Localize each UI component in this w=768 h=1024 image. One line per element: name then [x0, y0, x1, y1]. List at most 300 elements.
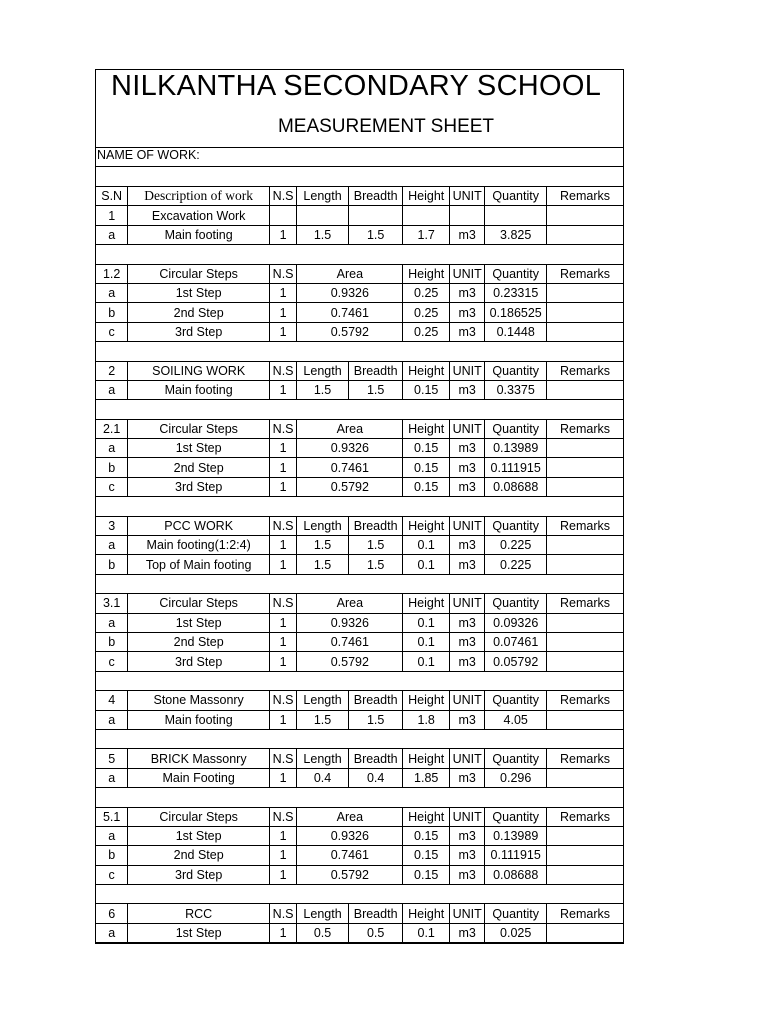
cell-length: Length	[297, 361, 349, 380]
cell-ns: 1	[269, 865, 296, 884]
cell-breadth: 1.5	[348, 555, 403, 574]
cell-height: Height	[403, 264, 450, 283]
cell-length: 1.5	[297, 380, 349, 399]
cell-unit: UNIT	[449, 691, 484, 710]
cell-unit: m3	[449, 632, 484, 651]
cell-quantity: 3.825	[485, 225, 547, 244]
cell-quantity: 0.13989	[485, 439, 547, 458]
cell-ns: 1	[269, 555, 296, 574]
cell-ns: 1	[269, 477, 296, 496]
cell-area: Area	[297, 264, 403, 283]
cell-sn: 4	[96, 691, 128, 710]
cell-sn: b	[96, 555, 128, 574]
cell-length	[297, 206, 349, 225]
spacer-cell	[96, 245, 624, 264]
cell-description: Circular Steps	[128, 419, 270, 438]
cell-remarks: Remarks	[547, 264, 624, 283]
cell-description: RCC	[128, 904, 270, 923]
cell-description: 3rd Step	[128, 652, 270, 671]
cell-sn: a	[96, 710, 128, 729]
table-row	[96, 458, 624, 477]
table-row	[96, 283, 624, 302]
cell-ns: 1	[269, 225, 296, 244]
cell-description: Circular Steps	[128, 807, 270, 826]
cell-remarks	[547, 477, 624, 496]
cell-description: 3rd Step	[128, 477, 270, 496]
cell-description: 3rd Step	[128, 322, 270, 341]
cell-quantity: Quantity	[485, 807, 547, 826]
cell-ns	[269, 206, 296, 225]
table-row	[96, 923, 624, 942]
cell-height: Height	[403, 691, 450, 710]
cell-unit: m3	[449, 283, 484, 302]
cell-quantity: 0.23315	[485, 283, 547, 302]
cell-quantity: Quantity	[485, 264, 547, 283]
cell-area: 0.5792	[297, 477, 403, 496]
cell-quantity: Quantity	[485, 187, 547, 206]
cell-description: Description of work	[128, 187, 270, 206]
cell-remarks: Remarks	[547, 516, 624, 535]
cell-height: Height	[403, 904, 450, 923]
cell-ns: 1	[269, 439, 296, 458]
spacer-row	[96, 245, 624, 264]
cell-ns: 1	[269, 322, 296, 341]
cell-ns: 1	[269, 458, 296, 477]
spacer-row	[96, 729, 624, 748]
cell-ns: N.S	[269, 361, 296, 380]
cell-sn: b	[96, 632, 128, 651]
table-row	[96, 768, 624, 787]
cell-unit: m3	[449, 865, 484, 884]
cell-height: 0.1	[403, 652, 450, 671]
spacer-row	[96, 342, 624, 361]
cell-height: 0.15	[403, 826, 450, 845]
cell-height: 0.25	[403, 322, 450, 341]
cell-quantity: 0.111915	[485, 846, 547, 865]
section-header-row	[96, 419, 624, 438]
cell-length: 0.4	[297, 768, 349, 787]
cell-remarks	[547, 826, 624, 845]
section-header-row	[96, 807, 624, 826]
cell-unit: m3	[449, 613, 484, 632]
section-header-row	[96, 516, 624, 535]
cell-quantity: Quantity	[485, 516, 547, 535]
cell-height: 0.15	[403, 458, 450, 477]
cell-sn: S.N	[96, 187, 128, 206]
cell-unit: UNIT	[449, 419, 484, 438]
cell-breadth: Breadth	[348, 691, 403, 710]
cell-description: Main footing(1:2:4)	[128, 536, 270, 555]
cell-description: SOILING WORK	[128, 361, 270, 380]
cell-height: 0.15	[403, 865, 450, 884]
table-row	[96, 225, 624, 244]
cell-unit: UNIT	[449, 594, 484, 613]
cell-unit: UNIT	[449, 749, 484, 768]
cell-remarks: Remarks	[547, 904, 624, 923]
cell-breadth: Breadth	[348, 904, 403, 923]
cell-ns: 1	[269, 380, 296, 399]
cell-quantity: 4.05	[485, 710, 547, 729]
cell-description: Main footing	[128, 710, 270, 729]
cell-area: Area	[297, 594, 403, 613]
cell-ns: 1	[269, 652, 296, 671]
cell-sn: 2	[96, 361, 128, 380]
cell-sn: c	[96, 865, 128, 884]
school-title: NILKANTHA SECONDARY SCHOOL	[111, 70, 602, 102]
cell-ns: 1	[269, 768, 296, 787]
table-row	[96, 380, 624, 399]
cell-height: Height	[403, 187, 450, 206]
spacer-row	[96, 671, 624, 690]
spacer-row	[96, 400, 624, 419]
cell-area: 0.9326	[297, 826, 403, 845]
cell-sn: 1.2	[96, 264, 128, 283]
cell-height: 0.15	[403, 846, 450, 865]
cell-breadth: 0.5	[348, 923, 403, 942]
cell-description: 2nd Step	[128, 846, 270, 865]
table-row	[96, 303, 624, 322]
cell-area: 0.7461	[297, 846, 403, 865]
spacer-cell	[96, 574, 624, 593]
cell-quantity: 0.225	[485, 536, 547, 555]
cell-height: Height	[403, 807, 450, 826]
cell-quantity: Quantity	[485, 419, 547, 438]
cell-unit: m3	[449, 458, 484, 477]
cell-remarks	[547, 555, 624, 574]
cell-remarks: Remarks	[547, 749, 624, 768]
cell-remarks: Remarks	[547, 187, 624, 206]
cell-quantity	[485, 206, 547, 225]
cell-quantity: 0.186525	[485, 303, 547, 322]
cell-quantity: 0.08688	[485, 477, 547, 496]
cell-ns: 1	[269, 303, 296, 322]
cell-height: 0.15	[403, 477, 450, 496]
cell-sn: b	[96, 846, 128, 865]
section-header-row	[96, 264, 624, 283]
cell-remarks	[547, 865, 624, 884]
cell-quantity: 0.225	[485, 555, 547, 574]
cell-description: 3rd Step	[128, 865, 270, 884]
cell-unit: m3	[449, 439, 484, 458]
cell-height: 1.8	[403, 710, 450, 729]
cell-sn: a	[96, 923, 128, 942]
cell-remarks: Remarks	[547, 691, 624, 710]
cell-area: 0.9326	[297, 613, 403, 632]
cell-breadth: Breadth	[348, 361, 403, 380]
cell-length: Length	[297, 749, 349, 768]
cell-quantity: 0.111915	[485, 458, 547, 477]
cell-area: 0.7461	[297, 458, 403, 477]
cell-sn: 3.1	[96, 594, 128, 613]
cell-quantity: 0.1448	[485, 322, 547, 341]
cell-unit: m3	[449, 652, 484, 671]
cell-sn: 3	[96, 516, 128, 535]
cell-remarks: Remarks	[547, 361, 624, 380]
cell-remarks	[547, 846, 624, 865]
cell-description: 1st Step	[128, 826, 270, 845]
cell-ns: 1	[269, 613, 296, 632]
cell-quantity: 0.07461	[485, 632, 547, 651]
table-row	[96, 477, 624, 496]
cell-remarks	[547, 303, 624, 322]
cell-unit: UNIT	[449, 904, 484, 923]
cell-area: 0.9326	[297, 439, 403, 458]
cell-breadth: 1.5	[348, 710, 403, 729]
cell-height: Height	[403, 361, 450, 380]
section-header-row	[96, 904, 624, 923]
cell-quantity: 0.296	[485, 768, 547, 787]
spacer-cell	[96, 885, 624, 904]
spacer-row	[96, 497, 624, 516]
cell-unit: m3	[449, 846, 484, 865]
cell-breadth: Breadth	[348, 749, 403, 768]
cell-quantity: 0.025	[485, 923, 547, 942]
table-row	[96, 206, 624, 225]
cell-ns: N.S	[269, 419, 296, 438]
cell-description: Top of Main footing	[128, 555, 270, 574]
table-row	[96, 322, 624, 341]
cell-unit: UNIT	[449, 807, 484, 826]
cell-remarks	[547, 458, 624, 477]
cell-sn: a	[96, 826, 128, 845]
cell-remarks	[547, 923, 624, 942]
table-row	[96, 846, 624, 865]
measurement-table	[95, 186, 624, 943]
cell-remarks	[547, 710, 624, 729]
cell-height: 0.15	[403, 380, 450, 399]
cell-sn: c	[96, 652, 128, 671]
section-header-row	[96, 749, 624, 768]
cell-unit: m3	[449, 768, 484, 787]
cell-area: 0.5792	[297, 865, 403, 884]
cell-ns: N.S	[269, 594, 296, 613]
spacer-row	[96, 788, 624, 807]
cell-length: Length	[297, 187, 349, 206]
cell-description: 1st Step	[128, 923, 270, 942]
cell-height: 1.7	[403, 225, 450, 244]
cell-description: Excavation Work	[128, 206, 270, 225]
table-row	[96, 439, 624, 458]
cell-unit: UNIT	[449, 516, 484, 535]
cell-quantity: 0.3375	[485, 380, 547, 399]
cell-quantity: 0.13989	[485, 826, 547, 845]
cell-height: 0.15	[403, 439, 450, 458]
cell-sn: 1	[96, 206, 128, 225]
cell-unit: UNIT	[449, 187, 484, 206]
table-row	[96, 710, 624, 729]
cell-length: Length	[297, 691, 349, 710]
cell-unit: m3	[449, 380, 484, 399]
cell-remarks	[547, 652, 624, 671]
cell-length: 1.5	[297, 225, 349, 244]
cell-sn: c	[96, 477, 128, 496]
cell-height: 0.25	[403, 283, 450, 302]
spacer-cell	[96, 342, 624, 361]
cell-height: 1.85	[403, 768, 450, 787]
cell-unit: m3	[449, 923, 484, 942]
spacer-cell	[96, 497, 624, 516]
cell-sn: b	[96, 303, 128, 322]
cell-breadth: 1.5	[348, 225, 403, 244]
cell-height: Height	[403, 749, 450, 768]
table-row	[96, 826, 624, 845]
cell-description: Stone Massonry	[128, 691, 270, 710]
cell-length: 1.5	[297, 710, 349, 729]
cell-unit: m3	[449, 225, 484, 244]
cell-unit: m3	[449, 303, 484, 322]
cell-sn: 5.1	[96, 807, 128, 826]
cell-breadth: Breadth	[348, 187, 403, 206]
cell-sn: a	[96, 380, 128, 399]
cell-sn: a	[96, 283, 128, 302]
divider	[95, 166, 624, 167]
cell-quantity: 0.05792	[485, 652, 547, 671]
cell-quantity: Quantity	[485, 904, 547, 923]
cell-remarks	[547, 536, 624, 555]
cell-height: Height	[403, 516, 450, 535]
cell-sn: a	[96, 225, 128, 244]
cell-sn: a	[96, 768, 128, 787]
cell-length: 0.5	[297, 923, 349, 942]
cell-area: 0.7461	[297, 632, 403, 651]
cell-length: 1.5	[297, 555, 349, 574]
cell-ns: N.S	[269, 749, 296, 768]
section-header-row	[96, 187, 624, 206]
name-of-work-label: NAME OF WORK:	[97, 148, 200, 162]
cell-description: Circular Steps	[128, 264, 270, 283]
cell-quantity: 0.09326	[485, 613, 547, 632]
cell-description: 1st Step	[128, 613, 270, 632]
cell-remarks	[547, 380, 624, 399]
cell-unit: m3	[449, 555, 484, 574]
table-row	[96, 555, 624, 574]
cell-area: 0.9326	[297, 283, 403, 302]
cell-remarks	[547, 322, 624, 341]
cell-unit: m3	[449, 477, 484, 496]
cell-unit: UNIT	[449, 264, 484, 283]
cell-area: Area	[297, 419, 403, 438]
cell-sn: a	[96, 536, 128, 555]
cell-remarks	[547, 283, 624, 302]
cell-height: 0.25	[403, 303, 450, 322]
sheet-title: MEASUREMENT SHEET	[277, 116, 495, 137]
spacer-cell	[96, 729, 624, 748]
cell-breadth	[348, 206, 403, 225]
cell-ns: N.S	[269, 264, 296, 283]
cell-unit: UNIT	[449, 361, 484, 380]
cell-height: 0.1	[403, 923, 450, 942]
cell-quantity: Quantity	[485, 749, 547, 768]
table-row	[96, 536, 624, 555]
cell-sn: a	[96, 439, 128, 458]
spacer-cell	[96, 788, 624, 807]
cell-ns: N.S	[269, 807, 296, 826]
cell-remarks: Remarks	[547, 807, 624, 826]
spacer-row	[96, 885, 624, 904]
cell-sn: 2.1	[96, 419, 128, 438]
cell-unit	[449, 206, 484, 225]
table-row	[96, 652, 624, 671]
cell-area: 0.7461	[297, 303, 403, 322]
cell-ns: 1	[269, 710, 296, 729]
cell-length: Length	[297, 516, 349, 535]
cell-description: 1st Step	[128, 283, 270, 302]
table-row	[96, 613, 624, 632]
cell-description: Main footing	[128, 380, 270, 399]
cell-quantity: Quantity	[485, 691, 547, 710]
spacer-cell	[96, 671, 624, 690]
cell-area: 0.5792	[297, 322, 403, 341]
cell-description: Circular Steps	[128, 594, 270, 613]
cell-ns: N.S	[269, 904, 296, 923]
table-row	[96, 865, 624, 884]
cell-description: PCC WORK	[128, 516, 270, 535]
cell-breadth: 1.5	[348, 380, 403, 399]
cell-description: Main footing	[128, 225, 270, 244]
cell-sn: 5	[96, 749, 128, 768]
cell-length: Length	[297, 904, 349, 923]
cell-height: 0.1	[403, 613, 450, 632]
cell-ns: 1	[269, 826, 296, 845]
cell-height: 0.1	[403, 632, 450, 651]
cell-ns: 1	[269, 283, 296, 302]
cell-description: 2nd Step	[128, 303, 270, 322]
cell-sn: a	[96, 613, 128, 632]
cell-ns: 1	[269, 632, 296, 651]
cell-breadth: Breadth	[348, 516, 403, 535]
cell-height: Height	[403, 594, 450, 613]
cell-breadth: 0.4	[348, 768, 403, 787]
cell-sn: 6	[96, 904, 128, 923]
cell-unit: m3	[449, 536, 484, 555]
cell-ns: N.S	[269, 691, 296, 710]
cell-ns: 1	[269, 536, 296, 555]
cell-description: 1st Step	[128, 439, 270, 458]
cell-description: 2nd Step	[128, 632, 270, 651]
table-row	[96, 632, 624, 651]
section-header-row	[96, 594, 624, 613]
cell-quantity: 0.08688	[485, 865, 547, 884]
cell-remarks	[547, 768, 624, 787]
cell-height	[403, 206, 450, 225]
cell-ns: N.S	[269, 187, 296, 206]
section-header-row	[96, 691, 624, 710]
cell-description: 2nd Step	[128, 458, 270, 477]
cell-ns: N.S	[269, 516, 296, 535]
cell-height: 0.1	[403, 555, 450, 574]
cell-area: Area	[297, 807, 403, 826]
spacer-row	[96, 574, 624, 593]
cell-ns: 1	[269, 923, 296, 942]
cell-sn: b	[96, 458, 128, 477]
cell-remarks	[547, 206, 624, 225]
cell-quantity: Quantity	[485, 361, 547, 380]
cell-description: BRICK Massonry	[128, 749, 270, 768]
cell-unit: m3	[449, 710, 484, 729]
cell-remarks	[547, 613, 624, 632]
spacer-cell	[96, 400, 624, 419]
cell-remarks	[547, 632, 624, 651]
cell-remarks	[547, 439, 624, 458]
cell-ns: 1	[269, 846, 296, 865]
cell-area: 0.5792	[297, 652, 403, 671]
cell-length: 1.5	[297, 536, 349, 555]
cell-remarks: Remarks	[547, 594, 624, 613]
cell-height: Height	[403, 419, 450, 438]
cell-remarks	[547, 225, 624, 244]
cell-description: Main Footing	[128, 768, 270, 787]
cell-unit: m3	[449, 322, 484, 341]
